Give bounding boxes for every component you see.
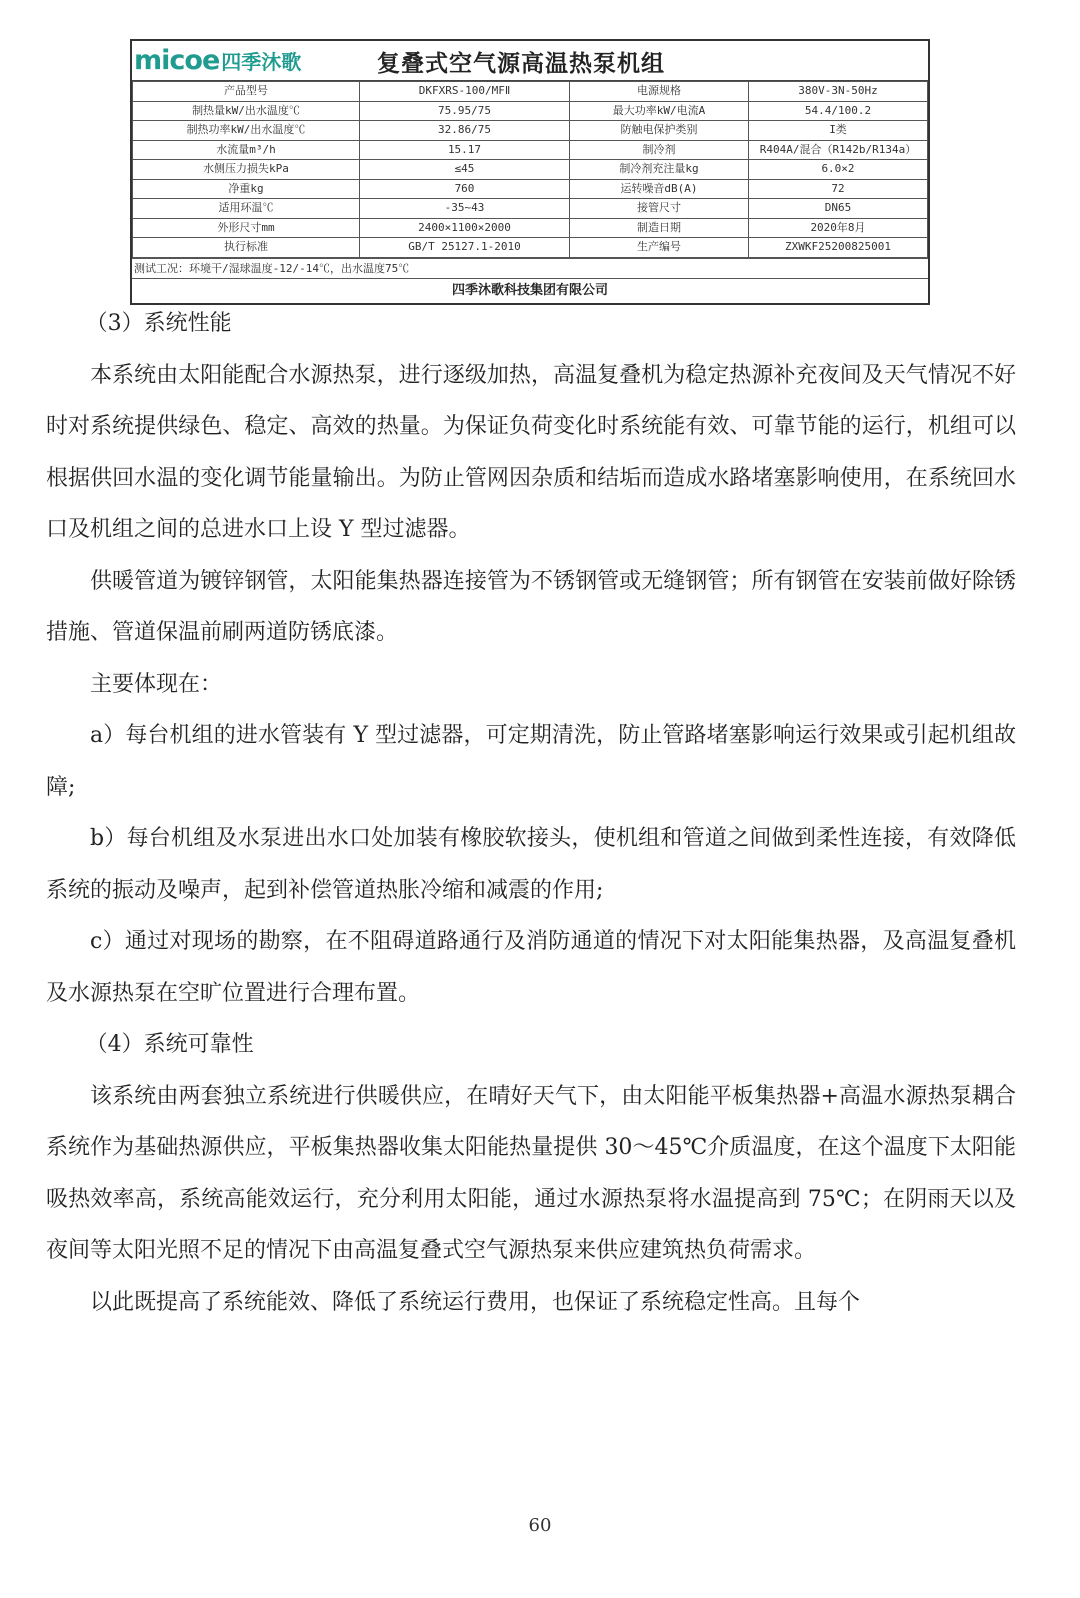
spec-value: 72: [749, 179, 928, 199]
body-text: [46, 298, 1016, 1328]
spec-label: 制冷剂充注量kg: [570, 160, 749, 180]
spec-label: 水流量m³/h: [133, 140, 360, 160]
spec-value: 15.17: [360, 140, 570, 160]
spec-value: DN65: [749, 199, 928, 219]
spec-value: 2020年8月: [749, 218, 928, 238]
section-heading-3: （3）系统性能: [85, 311, 232, 336]
spec-label: 适用环温℃: [133, 199, 360, 219]
spec-value: 32.86/75: [360, 121, 570, 141]
spec-value: ZXWKF25200825001: [749, 238, 928, 258]
test-condition: 测试工况：环境干/湿球温度-12/-14℃，出水温度75℃: [132, 258, 928, 278]
spec-label: 产品型号: [133, 82, 360, 102]
spec-value: I类: [749, 121, 928, 141]
paragraph-main-points: 主要体现在：: [90, 671, 223, 697]
paragraph-conclusion: 以此既提高了系统能效、降低了系统运行费用，也保证了系统稳定性高。且每个: [90, 1289, 861, 1315]
spec-label: 最大功率kW/电流A: [570, 101, 749, 121]
paragraph-reliability: 该系统由两套独立系统进行供暖供应，在晴好天气下，由太阳能平板集热器+高温水源热泵耦合系统作为基础热源供应，平板集热器收集太阳能热量提供 30～45℃介质温度，在这个温度下太阳能吸热效率高，系统高能效运行，充分利用太阳能，通过水源热泵将水温提高到 75℃；在阴雨天以及夜间等太阳光照不足的情况下由高温复叠式空气源热泵来供应建筑热负荷需求。: [46, 1083, 1016, 1263]
paragraph-system-performance: 本系统由太阳能配合水源热泵，进行逐级加热，高温复叠机为稳定热源补充夜间及天气情况不好时对系统提供绿色、稳定、高效的热量。为保证负荷变化时系统能有效、可靠节能的运行，机组可以根据供回水温的变化调节能量输出。为防止管网因杂质和结垢而造成水路堵塞影响使用，在系统回水口及机组之间的总进水口上设 Y 型过滤器。: [46, 362, 1016, 542]
spec-label: 运转噪音dB(A): [570, 179, 749, 199]
page-number: 60: [528, 1515, 552, 1536]
spec-value: 760: [360, 179, 570, 199]
spec-row: [133, 179, 928, 199]
brand-logo: [134, 45, 301, 76]
spec-value: R404A/混合（R142b/R134a）: [749, 140, 928, 160]
spec-value: -35~43: [360, 199, 570, 219]
spec-label: 外形尺寸mm: [133, 218, 360, 238]
section-heading-4: （4）系统可靠性: [85, 1032, 254, 1057]
spec-row: [133, 101, 928, 121]
spec-row: [133, 238, 928, 258]
spec-label: 制冷剂: [570, 140, 749, 160]
spec-row: [133, 140, 928, 160]
paragraph-piping: 供暖管道为镀锌钢管，太阳能集热器连接管为不锈钢管或无缝钢管；所有钢管在安装前做好除锈措施、管道保温前刷两道防锈底漆。: [46, 568, 1016, 645]
spec-row: [133, 218, 928, 238]
spec-label: 防触电保护类别: [570, 121, 749, 141]
spec-value: 2400×1100×2000: [360, 218, 570, 238]
spec-value: GB/T 25127.1-2010: [360, 238, 570, 258]
spec-label: 接管尺寸: [570, 199, 749, 219]
spec-label: 生产编号: [570, 238, 749, 258]
list-item-c: c）通过对现场的勘察，在不阻碍道路通行及消防通道的情况下对太阳能集热器，及高温复叠机及水源热泵在空旷位置进行合理布置。: [46, 929, 1016, 1006]
spec-row: [133, 160, 928, 180]
spec-value: 380V-3N-50Hz: [749, 82, 928, 102]
list-item-b: b）每台机组及水泵进出水口处加装有橡胶软接头，使机组和管道之间做到柔性连接，有效降低系统的振动及噪声，起到补偿管道热胀冷缩和减震的作用;: [46, 826, 1016, 903]
brand-logo-en: micoe: [134, 45, 220, 76]
spec-value: ≤45: [360, 160, 570, 180]
spec-row: [133, 82, 928, 102]
list-item-a: a）每台机组的进水管装有 Y 型过滤器，可定期清洗，防止管路堵塞影响运行效果或引起机组故障;: [46, 723, 1016, 800]
spec-label: 执行标准: [133, 238, 360, 258]
nameplate-header: [132, 41, 928, 81]
spec-row: [133, 199, 928, 219]
spec-label: 净重kg: [133, 179, 360, 199]
spec-label: 制热功率kW/出水温度℃: [133, 121, 360, 141]
nameplate-image: [130, 39, 930, 305]
spec-value: 75.95/75: [360, 101, 570, 121]
spec-value: 6.0×2: [749, 160, 928, 180]
spec-label: 电源规格: [570, 82, 749, 102]
spec-label: 水侧压力损失kPa: [133, 160, 360, 180]
spec-label: 制热量kW/出水温度℃: [133, 101, 360, 121]
nameplate-title: 复叠式空气源高温热泵机组: [377, 50, 665, 77]
spec-label: 制造日期: [570, 218, 749, 238]
company-name: 四季沐歌科技集团有限公司: [132, 278, 928, 303]
brand-logo-cn: 四季沐歌: [221, 50, 302, 74]
spec-table: [132, 81, 928, 258]
spec-value: DKFXRS-100/MFⅡ: [360, 82, 570, 102]
spec-value: 54.4/100.2: [749, 101, 928, 121]
spec-row: [133, 121, 928, 141]
